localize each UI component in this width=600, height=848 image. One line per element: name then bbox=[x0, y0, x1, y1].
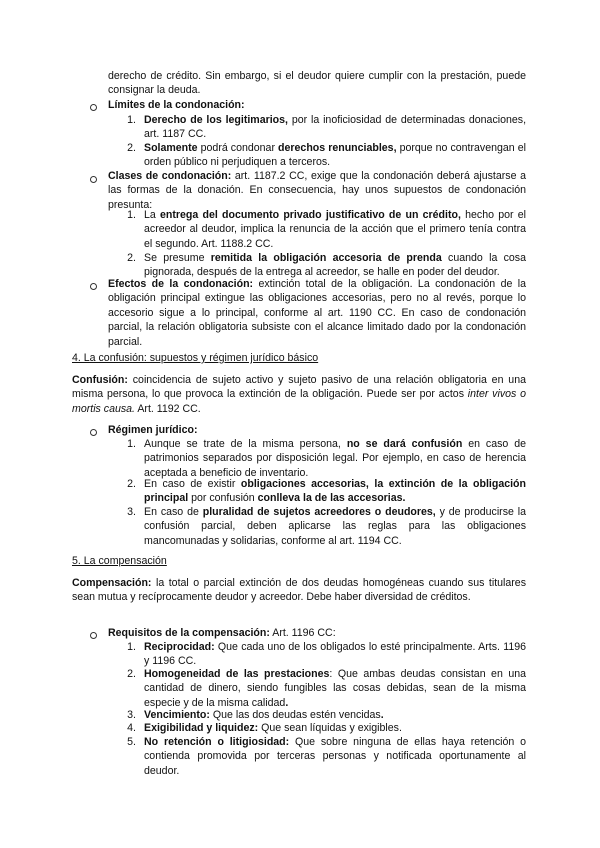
bullet-icon bbox=[90, 176, 97, 183]
list-number: 5. bbox=[127, 736, 136, 748]
intro-paragraph: derecho de crédito. Sin embargo, si el deudor quiere cumplir con la prestación, puede consignar la deuda. bbox=[108, 70, 526, 97]
section-4-heading: 4. La confusión: supuestos y régimen jurídico básico bbox=[72, 352, 319, 364]
confusion-definition: Confusión: coincidencia de sujeto activo y sujeto pasivo de una relación obligatoria en una misma persona, lo que provoca la extinción de la obligación. Puede ser por actos inter vivos o mortis causa. Art. 1192 CC. bbox=[72, 374, 526, 415]
list-number: 2. bbox=[127, 668, 136, 680]
list-number: 2. bbox=[127, 252, 136, 264]
clases-item-2: Se presume remitida la obligación accesoria de prenda cuando la cosa pignorada, después de la entrega al acreedor, se halle en poder del deudor. bbox=[144, 252, 526, 279]
list-number: 1. bbox=[127, 114, 136, 126]
clases-paragraph: Clases de condonación: art. 1187.2 CC, exige que la condonación deberá ajustarse a las formas de la donación. En consecuencia, hay unos supuestos de condonación presunta: bbox=[108, 170, 526, 211]
clases-item-1: La entrega del documento privado justificativo de un crédito, hecho por el acreedor al deudor, implica la renuncia de la acción que el primero tenía contra el segundo. Art. 1188.2 CC. bbox=[144, 209, 526, 250]
limites-item-2: Solamente podrá condonar derechos renunciables, porque no contravengan el orden público ni perjudiquen a terceros. bbox=[144, 142, 526, 169]
regimen-item-3: En caso de pluralidad de sujetos acreedores o deudores, y de producirse la confusión parcial, deben aplicarse las reglas para las obligaciones mancomunadas y solidarias, conforme al art. 1194 CC. bbox=[144, 506, 526, 547]
list-number: 4. bbox=[127, 722, 136, 734]
requisito-item-2: Homogeneidad de las prestaciones: Que ambas deudas consistan en una cantidad de dinero, siendo fungibles las cosas debidas, sean de la misma especie y de la misma calidad. bbox=[144, 668, 526, 709]
list-number: 1. bbox=[127, 641, 136, 653]
bullet-icon bbox=[90, 632, 97, 639]
compensacion-definition: Compensación: la total o parcial extinción de dos deudas homogéneas cuando sus titulares sean mutua y recíprocamente deudor y acreedor. Debe haber diversidad de créditos. bbox=[72, 577, 526, 604]
bullet-icon bbox=[90, 283, 97, 290]
requisitos-title: Requisitos de la compensación: Art. 1196 CC: bbox=[108, 627, 336, 639]
requisito-item-3: Vencimiento: Que las dos deudas estén vencidas. bbox=[144, 709, 384, 721]
section-5-heading: 5. La compensación bbox=[72, 555, 167, 567]
regimen-title: Régimen jurídico: bbox=[108, 424, 198, 436]
list-number: 3. bbox=[127, 709, 136, 721]
regimen-item-2: En caso de existir obligaciones accesorias, la extinción de la obligación principal por confusión conlleva la de las accesorias. bbox=[144, 478, 526, 505]
efectos-paragraph: Efectos de la condonación: extinción total de la obligación. La condonación de la obligación principal extingue las obligaciones accesorias, pero no al revés, porque lo accesorio sigue a lo principal, conforme al art. 1190 CC. En caso de condonación parcial, la relación obligatoria subsiste con el alcance limitado dado por la condonación parcial. bbox=[108, 278, 526, 348]
list-number: 1. bbox=[127, 438, 136, 450]
list-number: 1. bbox=[127, 209, 136, 221]
bullet-icon bbox=[90, 429, 97, 436]
list-number: 3. bbox=[127, 506, 136, 518]
requisito-item-1: Reciprocidad: Que cada uno de los obligados lo esté principalmente. Arts. 1196 y 1196 CC. bbox=[144, 641, 526, 668]
list-number: 2. bbox=[127, 142, 136, 154]
requisito-item-4: Exigibilidad y liquidez: Que sean líquidas y exigibles. bbox=[144, 722, 402, 734]
regimen-item-1: Aunque se trate de la misma persona, no se dará confusión en caso de patrimonios separados por disposición legal. Por ejemplo, en caso de herencia aceptada a beneficio de inventario. bbox=[144, 438, 527, 479]
limites-item-1: Derecho de los legitimarios, por la inoficiosidad de determinadas donaciones, art. 1187 CC. bbox=[144, 114, 527, 141]
list-number: 2. bbox=[127, 478, 136, 490]
limites-title: Límites de la condonación: bbox=[108, 99, 245, 111]
bullet-icon bbox=[90, 104, 97, 111]
requisito-item-5: No retención o litigiosidad: Que sobre ninguna de ellas haya retención o contienda promovida por terceras personas y notificada oportunamente al deudor. bbox=[144, 736, 526, 777]
